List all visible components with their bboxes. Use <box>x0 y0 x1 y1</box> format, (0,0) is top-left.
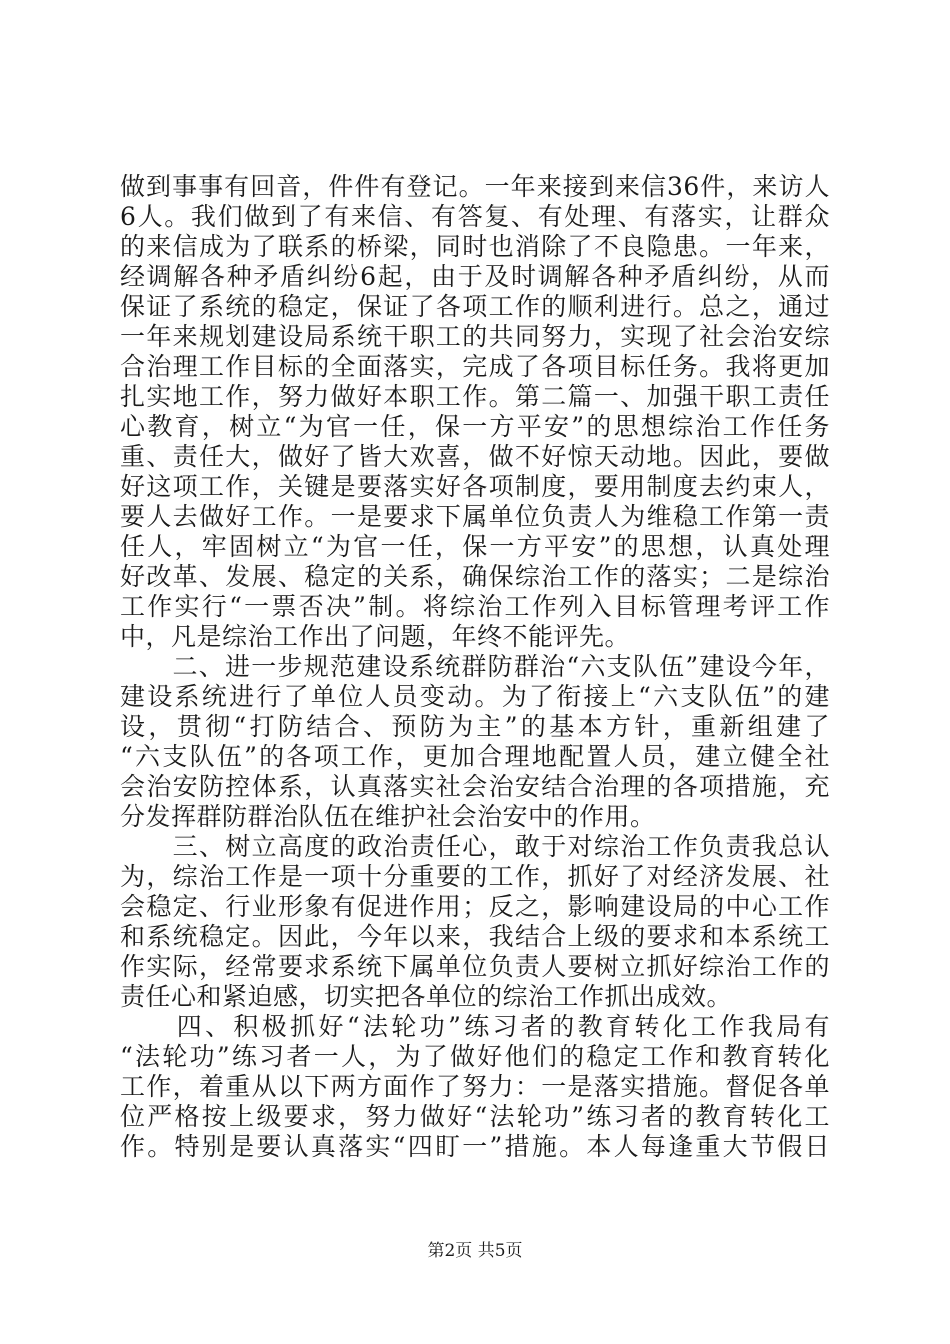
text-line: 为，综治工作是一项十分重要的工作，抓好了对经济发展、社 <box>120 862 830 891</box>
text-line: 好改革、发展、稳定的关系，确保综治工作的落实；二是综治 <box>120 562 830 591</box>
text-line: 合治理工作目标的全面落实，完成了各项目标任务。我将更加 <box>120 352 830 381</box>
text-line: 一年来规划建设局系统干职工的共同努力，实现了社会治安综 <box>120 322 830 351</box>
text-line: 扎实地工作，努力做好本职工作。第二篇一、加强干职工责任 <box>120 382 830 411</box>
text-line: 会稳定、行业形象有促进作用；反之，影响建设局的中心工作 <box>120 892 830 921</box>
text-line: 工作，着重从以下两方面作了努力：一是落实措施。督促各单 <box>120 1072 830 1101</box>
text-line: 分发挥群防群治队伍在维护社会治安中的作用。 <box>120 802 656 831</box>
text-line: “六支队伍”的各项工作，更加合理地配置人员，建立健全社 <box>120 742 830 771</box>
text-line: 要人去做好工作。一是要求下属单位负责人为维稳工作第一责 <box>120 502 830 531</box>
text-line: 中，凡是综治工作出了问题，年终不能评先。 <box>120 622 631 651</box>
text-line: 会治安防控体系，认真落实社会治安结合治理的各项措施，充 <box>120 772 830 801</box>
document-body <box>120 170 830 1190</box>
text-line: “法轮功”练习者一人，为了做好他们的稳定工作和教育转化 <box>120 1042 830 1071</box>
text-line: 和系统稳定。因此，今年以来，我结合上级的要求和本系统工 <box>120 922 830 951</box>
text-line: 责任心和紧迫感，切实把各单位的综治工作抓出成效。 <box>120 982 733 1011</box>
text-line: 作实际，经常要求系统下属单位负责人要树立抓好综治工作的 <box>120 952 830 981</box>
text-line: 位严格按上级要求，努力做好“法轮功”练习者的教育转化工 <box>120 1102 830 1131</box>
text-line: 四、积极抓好“法轮功”练习者的教育转化工作我局有 <box>120 1012 830 1041</box>
text-line: 保证了系统的稳定，保证了各项工作的顺利进行。总之，通过 <box>120 292 830 321</box>
page-number-footer: 第2页 共5页 <box>427 1241 523 1261</box>
text-line: 任人，牢固树立“为官一任，保一方平安”的思想，认真处理 <box>120 532 830 561</box>
text-line: 工作实行“一票否决”制。将综治工作列入目标管理考评工作 <box>120 592 830 621</box>
text-line: 重、责任大，做好了皆大欢喜，做不好惊天动地。因此，要做 <box>120 442 830 471</box>
text-line: 好这项工作，关键是要落实好各项制度，要用制度去约束人， <box>120 472 830 501</box>
text-line: 三、树立高度的政治责任心，敢于对综治工作负责我总认 <box>120 832 830 861</box>
text-line: 心教育，树立“为官一任，保一方平安”的思想综治工作任务 <box>120 412 830 441</box>
text-line: 经调解各种矛盾纠纷6起，由于及时调解各种矛盾纠纷，从而 <box>120 262 830 291</box>
text-line: 设，贯彻“打防结合、预防为主”的基本方针，重新组建了 <box>120 712 830 741</box>
text-line: 的来信成为了联系的桥梁，同时也消除了不良隐患。一年来， <box>120 232 830 261</box>
text-line: 做到事事有回音，件件有登记。一年来接到来信36件，来访人 <box>120 172 830 201</box>
text-line: 作。特别是要认真落实“四盯一”措施。本人每逢重大节假日 <box>120 1132 830 1161</box>
text-line: 建设系统进行了单位人员变动。为了衔接上“六支队伍”的建 <box>120 682 830 711</box>
text-line: 二、进一步规范建设系统群防群治“六支队伍”建设今年， <box>120 652 830 681</box>
text-line: 6人。我们做到了有来信、有答复、有处理、有落实，让群众 <box>120 202 830 231</box>
